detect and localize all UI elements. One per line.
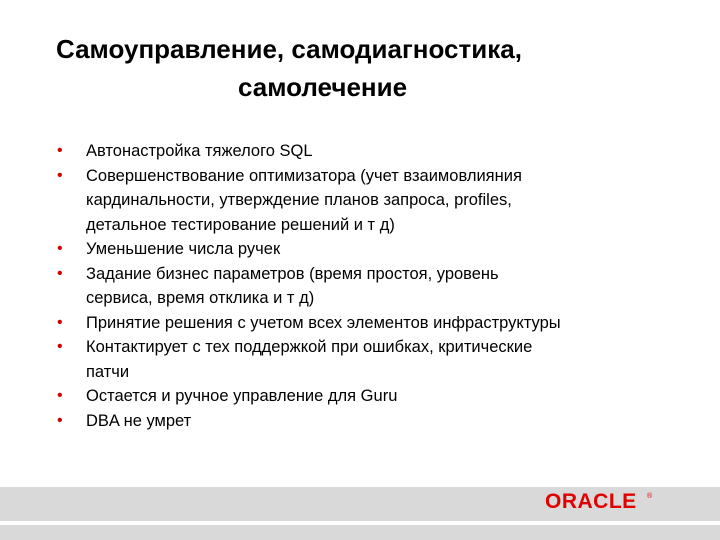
slide-title-line-2: самолечение <box>238 72 408 102</box>
bullet-text-line: сервиса, время отклика и т д) <box>86 289 315 307</box>
bullet-item <box>56 409 676 434</box>
oracle-logo <box>545 491 657 513</box>
bullet-item <box>56 139 676 164</box>
bullet-marker: • <box>57 387 63 404</box>
bullet-marker: • <box>57 338 63 355</box>
bullet-item <box>56 164 676 238</box>
bullet-item <box>56 311 676 336</box>
bullet-item <box>56 384 676 409</box>
slide-title-line-1: Самоуправление, самодиагностика, <box>56 34 522 64</box>
bullet-marker: • <box>57 142 63 159</box>
bullet-text-line: кардинальности, утверждение планов запроса, profiles, <box>86 191 512 209</box>
bullet-text-line: Задание бизнес параметров (время простоя, уровень <box>86 264 499 283</box>
bullet-text-line: DBA не умрет <box>86 411 192 430</box>
bullet-marker: • <box>57 240 63 257</box>
bullet-text-line: Уменьшение числа ручек <box>86 240 281 258</box>
bullet-text-line: Автонастройка тяжелого SQL <box>86 142 313 160</box>
registered-mark: ® <box>647 493 653 500</box>
bullet-marker: • <box>57 166 63 184</box>
bullet-text-line: Контактирует с тех поддержкой при ошибках, критические <box>86 338 533 356</box>
bullet-item <box>56 237 676 262</box>
bullet-text-line: Принятие решения с учетом всех элементов инфраструктуры <box>86 313 561 332</box>
slide-title <box>56 30 656 106</box>
footer-band-bottom-strip <box>0 525 720 540</box>
bullet-text-line: патчи <box>86 362 130 381</box>
bullet-marker: • <box>57 411 63 429</box>
bullet-text-line: Совершенствование оптимизатора (учет взаимовлияния <box>86 166 522 185</box>
oracle-logo-text: ORACLE <box>545 490 637 513</box>
bullet-item <box>56 262 676 311</box>
bullet-list <box>56 139 676 433</box>
bullet-marker: • <box>57 264 63 282</box>
bullet-text-line: Остается и ручное управление для Guru <box>86 387 398 405</box>
bullet-text-line: детальное тестирование решений и т д) <box>86 215 395 234</box>
bullet-marker: • <box>57 313 63 331</box>
bullet-item <box>56 335 676 384</box>
